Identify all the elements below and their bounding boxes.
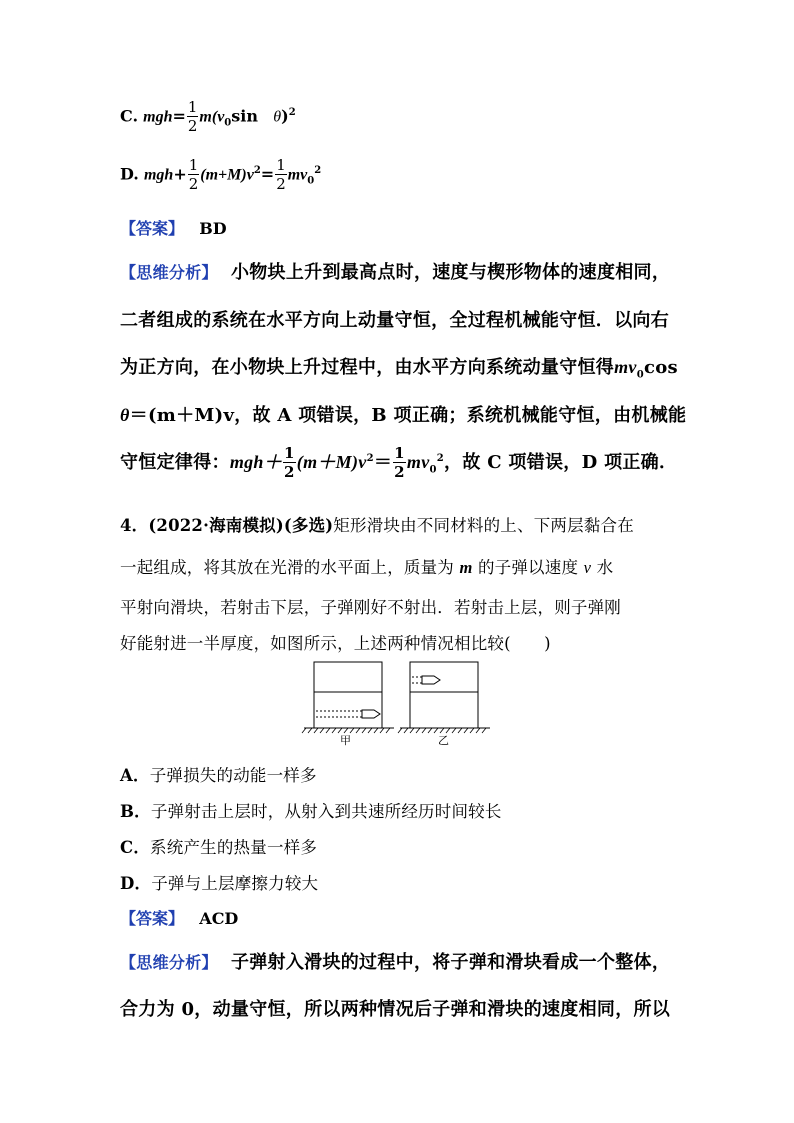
analysis-line — [120, 446, 677, 480]
subscript: 0 — [307, 175, 315, 187]
fraction — [275, 158, 287, 192]
fraction-numerator: 1 — [394, 444, 405, 462]
fraction-denominator: 2 — [284, 463, 295, 481]
answer-row — [120, 216, 227, 239]
question-text: 平射向滑块，若射击下层，子弹刚好不射出．若射击上层，则子弹刚 — [120, 598, 621, 617]
fraction-denominator: 2 — [394, 463, 405, 481]
answer-value: BD — [199, 219, 227, 238]
formula-text: (m+M)v — [200, 166, 254, 184]
answer-row — [120, 906, 238, 929]
formula-text: + — [173, 164, 187, 184]
question-text: 矩形滑块由不同材料的上、下两层黏合在 — [333, 516, 634, 535]
question-number: 4．(2022· — [120, 516, 210, 535]
fraction-numerator: 1 — [276, 156, 286, 174]
analysis-text: ，故 A 项错误，B 项正确；系统机械能守恒，由机械能 — [234, 405, 687, 426]
analysis-line — [120, 948, 670, 974]
analysis-line — [120, 401, 686, 427]
option-c — [120, 834, 317, 858]
superscript: 2 — [436, 453, 445, 464]
superscript: 2 — [253, 165, 261, 177]
fraction — [188, 158, 200, 192]
answer-value: ACD — [199, 909, 239, 928]
formula-text: mv — [287, 166, 308, 184]
formula-text: sin — [231, 106, 258, 126]
formula-text: mv — [406, 452, 430, 472]
formula-text: ) — [281, 106, 289, 126]
fraction-numerator: 1 — [284, 444, 295, 462]
option-letter: B． — [120, 802, 151, 821]
bullet-icon — [422, 676, 440, 684]
question-text: 水 — [591, 558, 614, 577]
fraction-numerator: 1 — [188, 156, 199, 174]
formula-text: θ — [120, 405, 130, 425]
analysis-tag: 【思维分析】 — [120, 953, 218, 972]
superscript: 2 — [288, 107, 296, 119]
option-text: 子弹损失的动能一样多 — [149, 766, 317, 785]
formula-text: (m＋M)v — [296, 452, 367, 472]
answer-tag: 【答案】 — [120, 219, 185, 238]
subscript: 0 — [224, 117, 232, 129]
subscript: 0 — [429, 464, 437, 476]
option-letter: C. — [120, 106, 139, 126]
option-b — [120, 798, 502, 822]
option-d — [120, 158, 321, 192]
formula-text: ＝ — [373, 452, 393, 473]
question-source: 海南模拟 — [209, 516, 276, 535]
fraction-denominator: 2 — [188, 175, 199, 193]
formula-text: mv — [614, 357, 637, 377]
question-text: 一起组成，将其放在光滑的水平面上，质量为 — [120, 558, 460, 577]
formula-text: = — [172, 106, 186, 126]
question-stem — [120, 512, 634, 536]
analysis-text: ，故 C 项错误，D 项正确． — [444, 452, 678, 473]
fraction-numerator: 1 — [187, 98, 198, 116]
question-text: 好能射进一半厚度，如图所示，上述两种情况相比较( ) — [120, 634, 551, 653]
analysis-tag: 【思维分析】 — [120, 263, 218, 282]
analysis-text: 守恒定律得： — [120, 452, 230, 473]
option-text: 子弹射击上层时，从射入到共速所经历时间较长 — [150, 802, 502, 821]
formula-text: ＝(m＋M)v — [129, 405, 235, 426]
figure-label-jia: 甲 — [340, 734, 351, 747]
fraction — [187, 100, 199, 134]
formula-text: θ — [273, 108, 282, 126]
fraction-denominator: 2 — [187, 117, 198, 135]
analysis-text: 子弹射入滑块的过程中，将子弹和滑块看成一个整体， — [230, 952, 671, 973]
formula-text: m — [459, 558, 473, 577]
option-text: 子弹与上层摩擦力较大 — [151, 874, 319, 893]
formula-text: mgh — [143, 108, 173, 126]
formula-text: v — [583, 558, 592, 577]
formula-text: mgh — [143, 166, 174, 184]
option-c — [120, 100, 296, 134]
analysis-text: 为正方向，在小物块上升过程中，由水平方向系统动量守恒得 — [120, 357, 615, 378]
question-text: 的子弹以速度 — [472, 558, 584, 577]
option-letter: D. — [120, 164, 139, 184]
formula-text: m(v — [199, 108, 225, 126]
superscript: 2 — [314, 165, 322, 177]
analysis-text: 小物块上升到最高点时，速度与楔形物体的速度相同， — [230, 262, 671, 283]
analysis-line — [120, 353, 678, 381]
option-letter: C． — [120, 838, 151, 857]
formula-text: mgh＋ — [229, 452, 283, 472]
formula-text: = — [260, 164, 275, 184]
fraction — [283, 446, 296, 480]
formula-text: cos — [643, 357, 678, 378]
option-letter: D． — [120, 874, 152, 893]
analysis-text: 二者组成的系统在水平方向上动量守恒，全过程机械能守恒．以向右 — [120, 310, 669, 331]
question-stem — [120, 554, 613, 578]
figure-label-yi: 乙 — [438, 734, 449, 747]
block-yi — [410, 662, 478, 728]
analysis-text: 合力为 0，动量守恒，所以两种情况后子弹和滑块的速度相同，所以 — [120, 999, 671, 1020]
subscript: 0 — [636, 369, 644, 381]
option-text: 系统产生的热量一样多 — [150, 838, 318, 857]
bullet-icon — [362, 710, 380, 718]
option-a — [120, 762, 317, 786]
analysis-line — [120, 258, 670, 284]
superscript: 2 — [366, 453, 374, 464]
figure-drawing — [300, 656, 500, 748]
option-d — [120, 870, 318, 894]
question-tag: )(多选) — [275, 516, 334, 535]
fraction-denominator: 2 — [276, 175, 286, 193]
option-letter: A． — [120, 766, 150, 785]
answer-tag: 【答案】 — [120, 909, 185, 928]
bullet-block-figure — [300, 656, 500, 748]
fraction — [393, 446, 406, 480]
